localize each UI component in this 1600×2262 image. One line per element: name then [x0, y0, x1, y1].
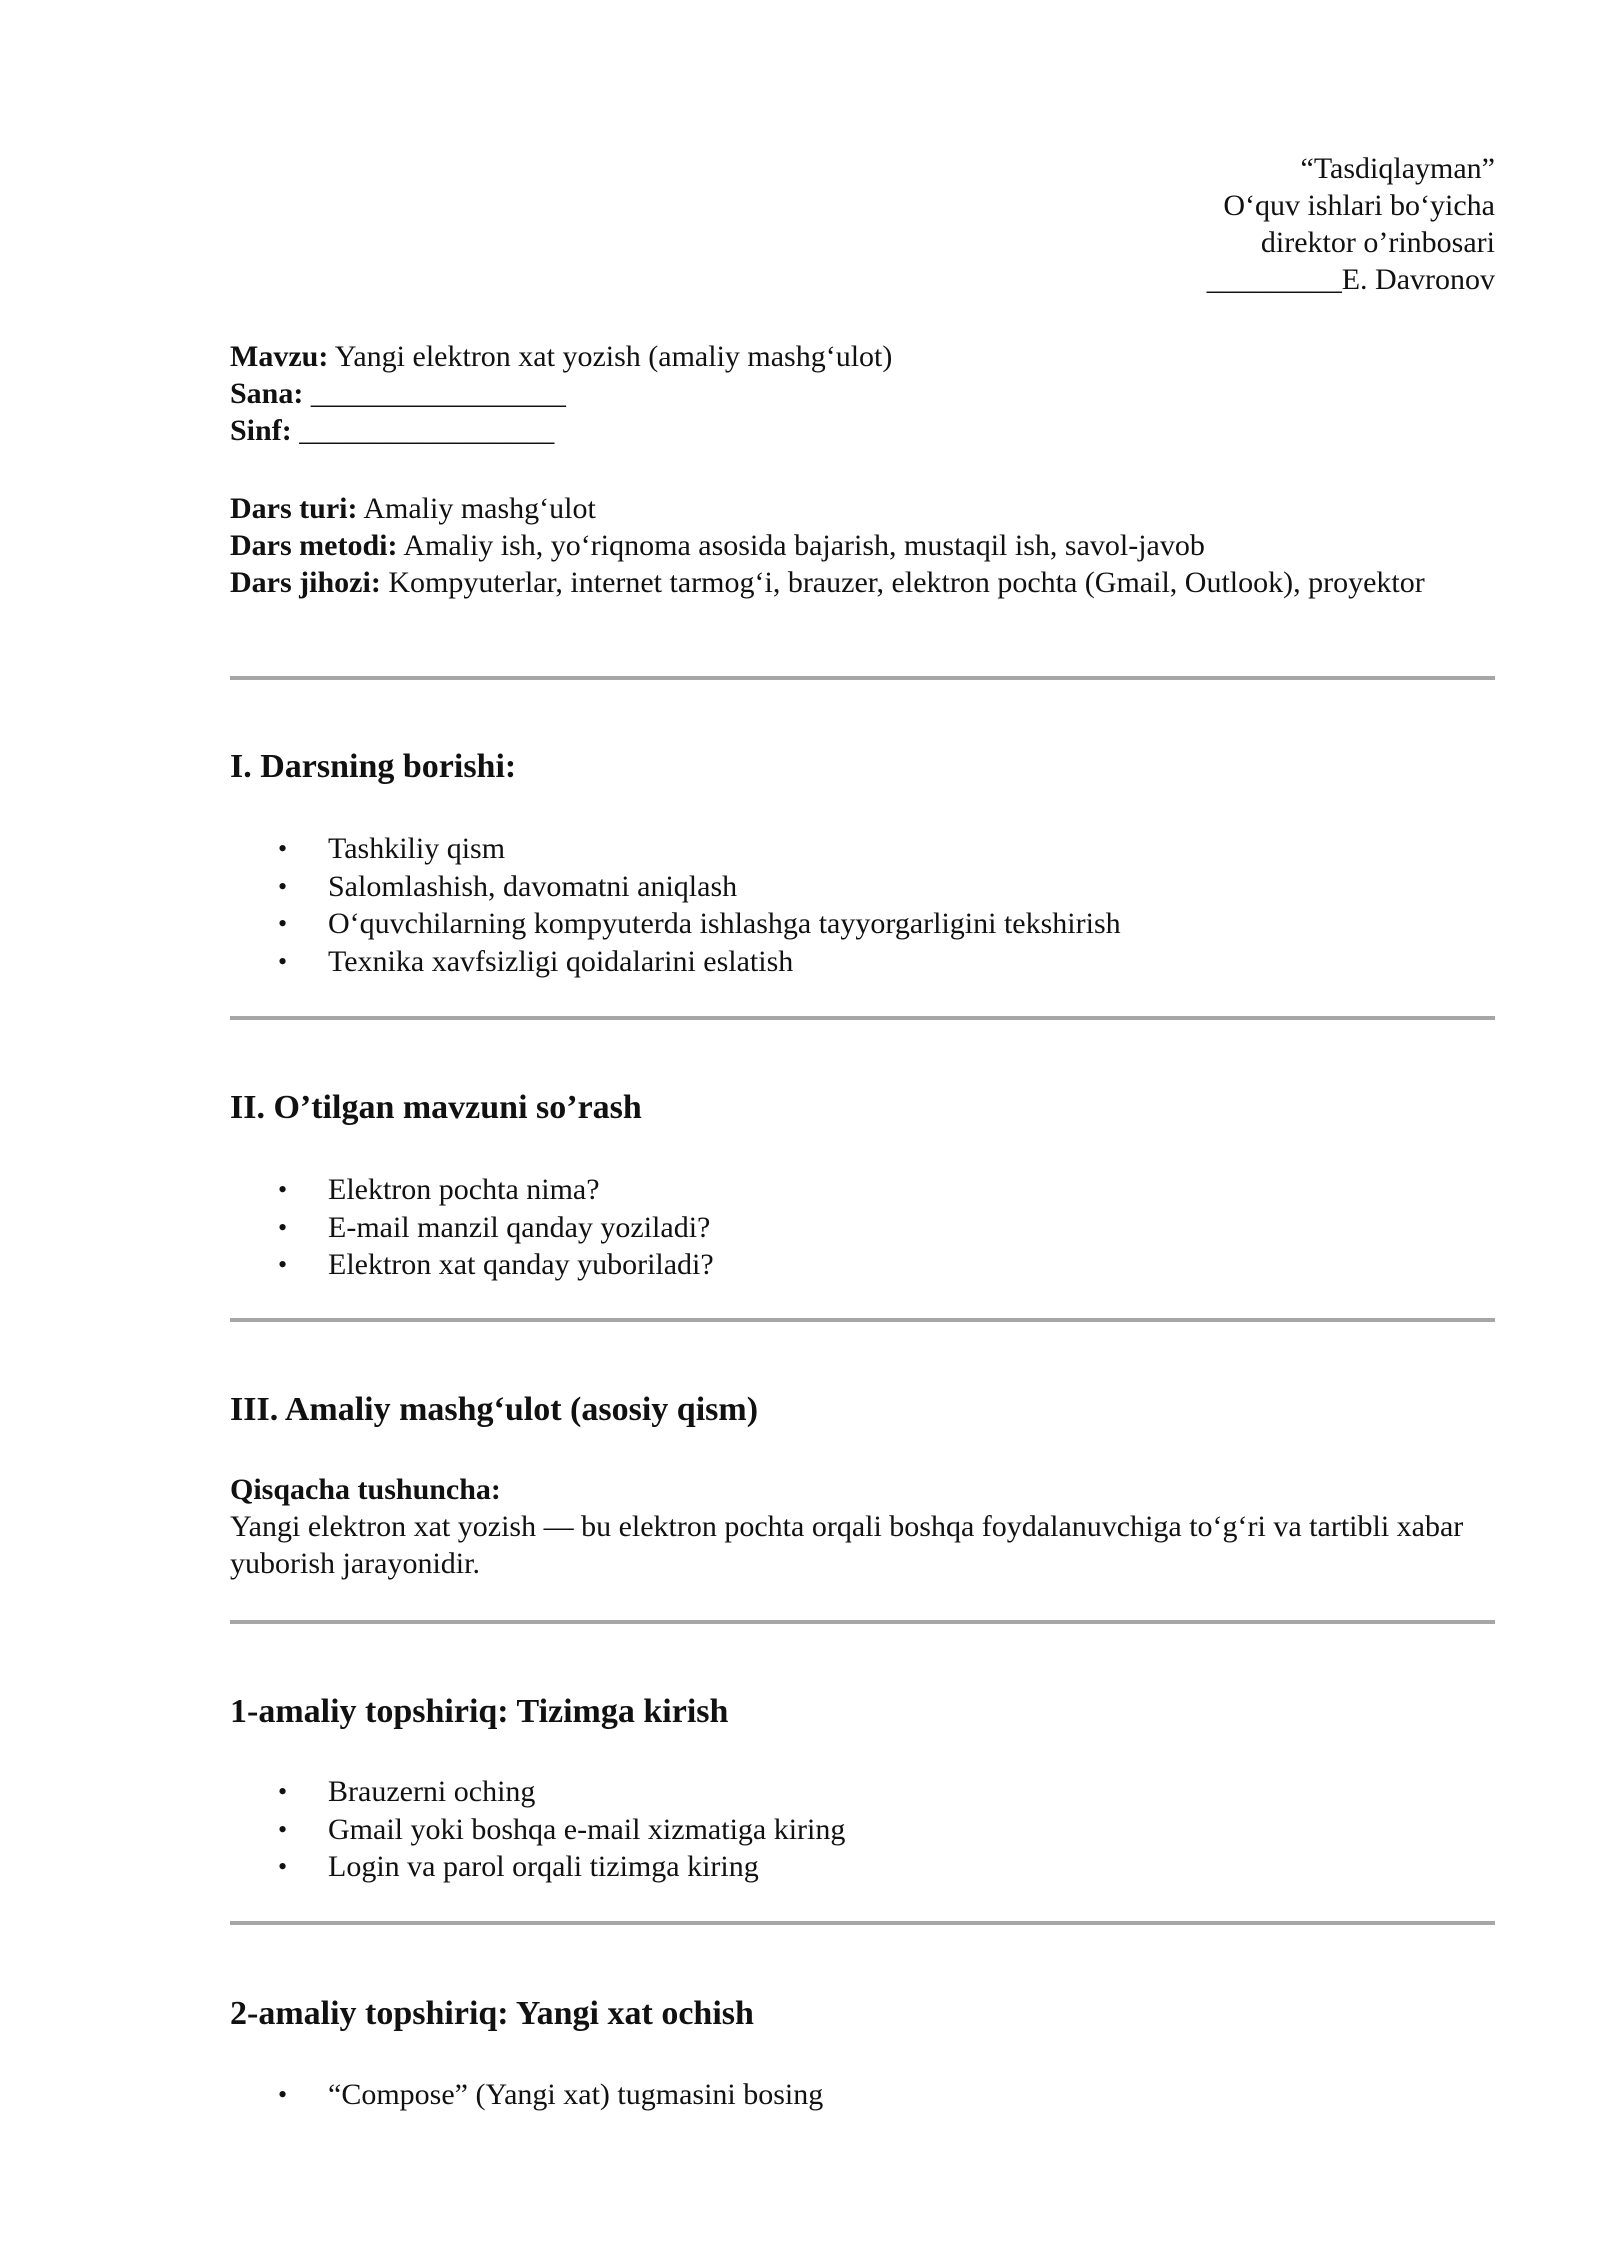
dars-turi-value: Amaliy mashg‘ulot — [357, 492, 596, 525]
divider — [230, 1921, 1495, 1925]
list-item-text: E-mail manzil qanday yoziladi? — [328, 1210, 711, 1244]
sinf-label: Sinf: — [230, 414, 292, 447]
section-heading-topshiriq-1: 1-amaliy topshiriq: Tizimga kirish — [230, 1693, 729, 1730]
bullet-icon: • — [278, 1175, 288, 1204]
approval-position-1: O‘quv ishlari bo‘yicha — [1223, 189, 1495, 222]
dars-turi-label: Dars turi: — [230, 492, 358, 525]
bullet-icon: • — [278, 946, 288, 976]
section-list-darsning-borishi — [230, 830, 1121, 980]
approval-position-2: direktor o’rinbosari — [1260, 226, 1495, 259]
section-heading-amaliy-mashgulot: III. Amaliy mashg‘ulot (asosiy qism) — [230, 1391, 759, 1428]
mavzu-row — [230, 338, 1495, 375]
bullet-icon: • — [278, 1777, 288, 1806]
dars-jihozi-label: Dars jihozi: — [230, 566, 381, 599]
section-list-topshiriq-2 — [230, 2076, 823, 2114]
paragraph-subtitle: Qisqacha tushuncha: — [230, 1473, 501, 1506]
list-item-text: Gmail yoki boshqa e-mail xizmatiga kiring — [328, 1812, 846, 1846]
sana-value: _________________ — [303, 377, 566, 410]
list-item — [230, 1171, 714, 1209]
mavzu-value: Yangi elektron xat yozish (amaliy mashg‘ulot) — [328, 340, 893, 373]
approval-title: “Tasdiqlayman” — [1300, 152, 1495, 185]
list-item-text: Elektron xat qanday yuboriladi? — [328, 1248, 714, 1281]
sana-label: Sana: — [230, 377, 304, 410]
list-item — [230, 830, 1121, 868]
list-item-text: Tashkiliy qism — [328, 832, 506, 865]
list-item — [230, 1811, 845, 1849]
divider — [230, 1016, 1495, 1020]
list-item-text: Salomlashish, davomatni aniqlash — [328, 869, 738, 903]
lesson-meta — [230, 338, 1495, 449]
bullet-icon: • — [278, 909, 288, 938]
section-paragraph-tushuncha — [230, 1471, 1495, 1582]
list-item — [230, 1848, 845, 1886]
dars-metodi-label: Dars metodi: — [230, 529, 398, 562]
section-list-topshiriq-1 — [230, 1773, 845, 1886]
mavzu-label: Mavzu: — [230, 340, 329, 373]
section-list-otilgan-mavzu — [230, 1171, 714, 1284]
paragraph-text: Yangi elektron xat yozish — bu elektron pochta orqali boshqa foydalanuvchiga to‘g‘ri va tartibli xabar yuborish jarayonidir. — [230, 1510, 1464, 1580]
list-item — [230, 868, 1121, 906]
list-item-text: O‘quvchilarning kompyuterda ishlashga tayyorgarligini tekshirish — [328, 907, 1121, 940]
list-item — [230, 1773, 845, 1811]
bullet-icon: • — [278, 1852, 288, 1881]
sinf-value: _________________ — [291, 414, 555, 447]
bullet-icon: • — [278, 1814, 288, 1844]
bullet-icon: • — [278, 871, 288, 901]
list-item — [230, 905, 1121, 943]
list-item-text: Login va parol orqali tizimga kiring — [328, 1850, 759, 1883]
section-heading-otilgan-mavzu: II. O’tilgan mavzuni so’rash — [230, 1089, 642, 1126]
dars-metodi-row — [230, 527, 1495, 564]
bullet-icon: • — [278, 2080, 288, 2109]
list-item — [230, 2076, 823, 2114]
bullet-icon: • — [278, 1212, 288, 1242]
list-item — [230, 943, 1121, 981]
divider — [230, 1318, 1495, 1322]
divider — [230, 1620, 1495, 1624]
bullet-icon: • — [278, 834, 288, 863]
list-item-text: Texnika xavfsizligi qoidalarini eslatish — [328, 944, 794, 978]
section-heading-darsning-borishi: I. Darsning borishi: — [230, 748, 517, 785]
dars-turi-row — [230, 490, 1495, 527]
sana-row — [230, 375, 1495, 412]
dars-jihozi-row — [230, 564, 1495, 601]
sinf-row — [230, 412, 1495, 449]
dars-jihozi-value: Kompyuterlar, internet tarmog‘i, brauzer, elektron pochta (Gmail, Outlook), proyektor — [380, 566, 1425, 599]
list-item — [230, 1246, 714, 1284]
section-heading-topshiriq-2: 2-amaliy topshiriq: Yangi xat ochish — [230, 1995, 754, 2032]
lesson-details — [230, 490, 1495, 601]
list-item-text: “Compose” (Yangi xat) tugmasini bosing — [328, 2078, 824, 2111]
list-item — [230, 1209, 714, 1247]
approval-block — [1207, 150, 1495, 298]
list-item-text: Elektron pochta nima? — [328, 1173, 600, 1206]
bullet-icon: • — [278, 1250, 288, 1279]
divider — [230, 676, 1495, 680]
approval-signature: _________E. Davronov — [1206, 263, 1495, 296]
dars-metodi-value: Amaliy ish, yo‘riqnoma asosida bajarish, mustaqil ish, savol-javob — [397, 529, 1205, 562]
list-item-text: Brauzerni oching — [328, 1775, 536, 1808]
